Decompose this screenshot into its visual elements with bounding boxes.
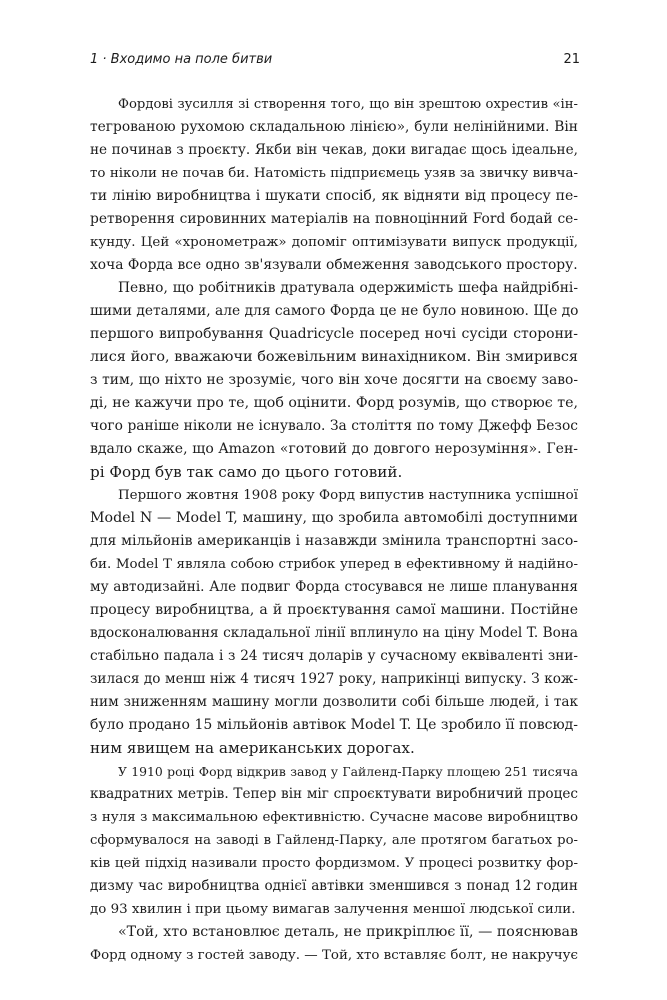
text-line: зилася до менш ніж 4 тисяч 1927 року, наприкінці випуску. З кож- bbox=[90, 671, 578, 687]
paragraph bbox=[90, 921, 578, 967]
text-line: квадратних метрів. Тепер він міг спроєктувати виробничий процес bbox=[90, 786, 578, 802]
text-line: ним явищем на американських дорогах. bbox=[90, 739, 415, 757]
text-line: Model N — Model T, машину, що зробила автомобілі доступними bbox=[90, 510, 578, 526]
text-line: процесу виробництва, а й проєктування самої машини. Постійне bbox=[90, 602, 578, 618]
text-line: вдало скаже, що Amazon «готовий до довгого нерозуміння». Ген- bbox=[90, 441, 578, 457]
paragraph bbox=[90, 484, 578, 760]
text-line: хоча Форда все одно зв'язували обмеження заводського простору. bbox=[90, 257, 578, 273]
text-line: сформувалося на заводі в Гайленд-Парку, але протягом багатьох ро- bbox=[90, 833, 578, 848]
text-line: тегрованою рухомою складальною лінією», були нелінійними. Він bbox=[90, 119, 578, 135]
paragraph bbox=[90, 760, 578, 921]
text-line: шими деталями, але для самого Форда це не було новиною. Ще до bbox=[90, 303, 579, 319]
body-text bbox=[90, 93, 578, 967]
text-line: кунду. Цей «хронометраж» допоміг оптимізувати випуск продукції, bbox=[90, 235, 578, 250]
text-line: було продано 15 мільйонів автівок Model T. Це зробило її повсюд- bbox=[90, 717, 578, 733]
text-line: Форд одному з гостей заводу. — Той, хто вставляє болт, не накручує bbox=[90, 948, 578, 963]
paragraph bbox=[90, 93, 578, 277]
text-line: ти лінію виробництва і шукати спосіб, як відняти від процесу пе- bbox=[90, 188, 578, 204]
text-line: вдосконалювання складальної лінії вплинуло на ціну Model T. Вона bbox=[90, 625, 578, 641]
text-line: то ніколи не почав би. Натомість підприємець узяв за звичку вивча- bbox=[90, 166, 578, 181]
text-line: до 93 хвилин і при цьому вимагав залучення меншої людської сили. bbox=[90, 902, 576, 917]
text-line: з нуля з максимальною ефективністю. Сучасне масове виробництво bbox=[90, 810, 578, 825]
text-line: лися його, вважаючи божевільним винахідником. Він змирився bbox=[90, 349, 578, 365]
page-header bbox=[90, 52, 580, 76]
paragraph bbox=[90, 277, 578, 484]
text-line: би. Model T являла собою стрибок уперед в ефективному й надійно- bbox=[90, 557, 578, 572]
text-line: стабільно падала і з 24 тисяч доларів у сучасному еквіваленті зни- bbox=[90, 648, 578, 664]
text-line: Фордові зусилля зі створення того, що він зрештою охрестив «ін- bbox=[118, 97, 578, 112]
text-line: ретворення сировинних матеріалів на повноцінний Ford бодай се- bbox=[90, 211, 578, 227]
text-line: му автодизайні. Але подвиг Форда стосувався не лише планування bbox=[90, 579, 578, 595]
text-line: ді, не кажучи про те, щоб оцінити. Форд розумів, що створює те, bbox=[90, 395, 578, 411]
text-line: Певно, що робітників дратувала одержимість шефа найдрібні- bbox=[118, 280, 578, 296]
text-line: дизму час виробництва однієї автівки зменшився з понад 12 годин bbox=[90, 878, 578, 894]
text-line: ним зниженням машину могли дозволити собі більше людей, і так bbox=[90, 694, 578, 710]
running-head: 1 · Входимо на поле битви bbox=[90, 52, 273, 67]
text-line: рі Форд був так само до цього готовий. bbox=[90, 463, 403, 481]
text-line: «Той, хто встановлює деталь, не прикріплює її, — пояснював bbox=[118, 924, 578, 940]
page-number: 21 bbox=[563, 52, 580, 67]
text-line: Першого жовтня 1908 року Форд випустив наступника успішної bbox=[118, 488, 578, 503]
text-line: У 1910 році Форд відкрив завод у Гайленд-Парку площею 251 тисяча bbox=[118, 764, 578, 779]
text-line: чого раніше ніколи не існувало. За століття по тому Джефф Безос bbox=[90, 418, 578, 434]
text-line: з тим, що ніхто не зрозуміє, чого він хоче досягти на своєму заво- bbox=[90, 372, 578, 388]
text-line: для мільйонів американців і назавжди змінила транспортні засо- bbox=[90, 533, 578, 549]
text-line: не починав з проєкту. Якби він чекав, доки вигадає щось ідеальне, bbox=[90, 142, 578, 158]
text-line: першого випробування Quadricycle посеред ночі сусіди сторони- bbox=[90, 326, 578, 342]
text-line: ків цей підхід називали просто фордизмом. У процесі розвитку фор- bbox=[90, 856, 578, 871]
